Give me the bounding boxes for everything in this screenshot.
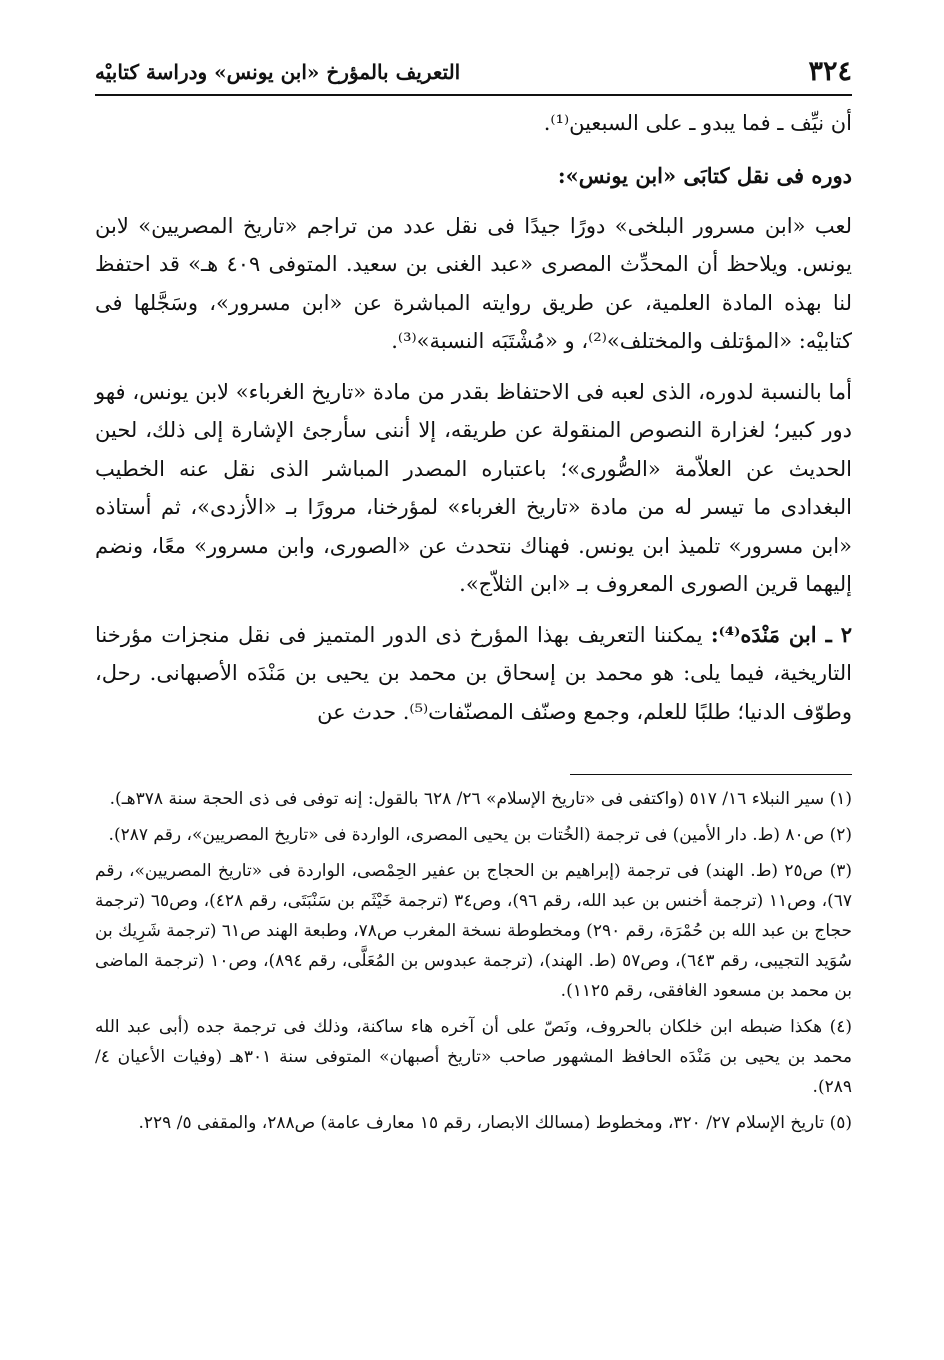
paragraph-2: أما بالنسبة لدوره، الذى لعبه فى الاحتفاظ بقدر من مادة «تاريخ الغرباء» لابن يونس، فهو دور كبير؛ لغزارة النصوص المنقولة عن طريقه، إلا أننى سأرجئ الإشارة إلى ذلك، لحين الحديث عن العلاّمة «الصُّورى»؛ باعتباره المصدر المباشر الذى نقل عنه الخطيب البغدادى ما تيسر له من مادة «تاريخ الغرباء» لمؤرخنا، مرورًا بـ «الأزدى»، ثم أستاذه «ابن مسرور» تلميذ ابن يونس. فهناك نتحدث عن «الصورى، وابن مسرور» معًا، ونضم إليهما قرين الصورى المعروف بـ «ابن الثلاّج». bbox=[95, 379, 852, 596]
paragraph-3-lead: ٢ ـ ابن مَنْدَه⁽⁴⁾: bbox=[710, 621, 852, 647]
footnote-5: (٥) تاريخ الإسلام ٢٧/ ٣٢٠، ومخطوط (مسالك الابصار، رقم ١٥ معارف عامة) ص٢٨٨، والمقفى ٥/ ٢٢٩. bbox=[138, 1113, 852, 1133]
opening-line: أن نيِّف ـ فما يبدو ـ على السبعين⁽¹⁾. bbox=[543, 111, 852, 135]
page-header bbox=[95, 52, 852, 96]
footnote-separator bbox=[570, 774, 852, 775]
paragraph-3 bbox=[95, 616, 852, 732]
footnote-2: (٢) ص٨٠ (ط. دار الأمين) فى ترجمة (الخُتات بن يحيى المصرى، الواردة فى «تاريخ المصريين»، رقم ٢٨٧). bbox=[108, 825, 852, 845]
main-text bbox=[95, 104, 852, 731]
page-number: ٣٢٤ bbox=[808, 56, 852, 87]
running-title: التعريف بالمؤرخ «ابن يونس» ودراسة كتابيْه bbox=[95, 60, 461, 84]
paragraph-3-text: يمكننا التعريف بهذا المؤرخ ذى الدور المتميز فى نقل منجزات مؤرخنا التاريخية، فيما يلى: هو محمد بن إسحاق بن محمد بن يحيى بن مَنْدَه الأصبهانى. رحل، وطوّف الدنيا؛ طلبًا للعلم، وجمع وصنّف المصنّفات⁽⁵⁾. حدث عن bbox=[95, 622, 852, 724]
footnote-3: (٣) ص٢٥ (ط. الهند) فى ترجمة (إبراهيم بن الحجاج بن عفير الحِمْصى، الواردة فى «تاريخ المصريين»، رقم ٦٧)، وص١١ (ترجمة أخنس بن عبد الله، رقم ٩٦)، وص٣٤ (ترجمة خَيْثَم بن سَنْبَتَى، رقم ٤٢٨)، وص٦٥ (ترجمة حجاج بن عبد الله بن حُمْرَة، رقم ٢٩٠) ومخطوطة نسخة المغرب ص٧٨، وطبعة الهند ص٦١ (ترجمة شَرِيك بن سُوَيد التجيبى، رقم ٦٤٣)، وص٥٧ (ط. الهند)، (ترجمة عبدوس بن المُعَلَّى، رقم ٨٩٤)، وص١٠ (ترجمة الماضى بن محمد بن مسعود الغافقى، رقم ١١٢٥). bbox=[95, 861, 853, 1001]
paragraph-1: لعب «ابن مسرور البلخى» دورًا جيدًا فى نقل عدد من تراجم «تاريخ المصريين» لابن يونس. ويلاحظ أن المحدِّث المصرى «عبد الغنى بن سعيد. المتوفى ٤٠٩ هـ» قد احتفظ لنا بهذه المادة العلمية، عن طريق روايته المباشرة عن «ابن مسرور»، وسَجَّلها فى كتابيْه: «المؤتلف والمختلف»⁽²⁾، و «مُشْتَبَه النسبة»⁽³⁾. bbox=[95, 213, 852, 353]
section-heading: دوره فى نقل كتابَى «ابن يونس»: bbox=[557, 162, 852, 188]
footnote-1: (١) سير النبلاء ١٦/ ٥١٧ (واكتفى فى «تاريخ الإسلام» ٢٦/ ٦٢٨ بالقول: إنه توفى فى ذى الحجة سنة ٣٧٨هـ). bbox=[109, 789, 852, 809]
footnote-4: (٤) هكذا ضبطه ابن خلكان بالحروف، ونَصّ على أن آخره هاء ساكنة، وذلك فى ترجمة جده (أبى عبد الله محمد بن يحيى بن مَنْدَه الحافظ المشهور صاحب «تاريخ أصبهان» المتوفى سنة ٣٠١هـ (وفيات الأعيان ٤/ ٢٨٩). bbox=[95, 1017, 853, 1097]
footnotes bbox=[95, 784, 852, 1144]
